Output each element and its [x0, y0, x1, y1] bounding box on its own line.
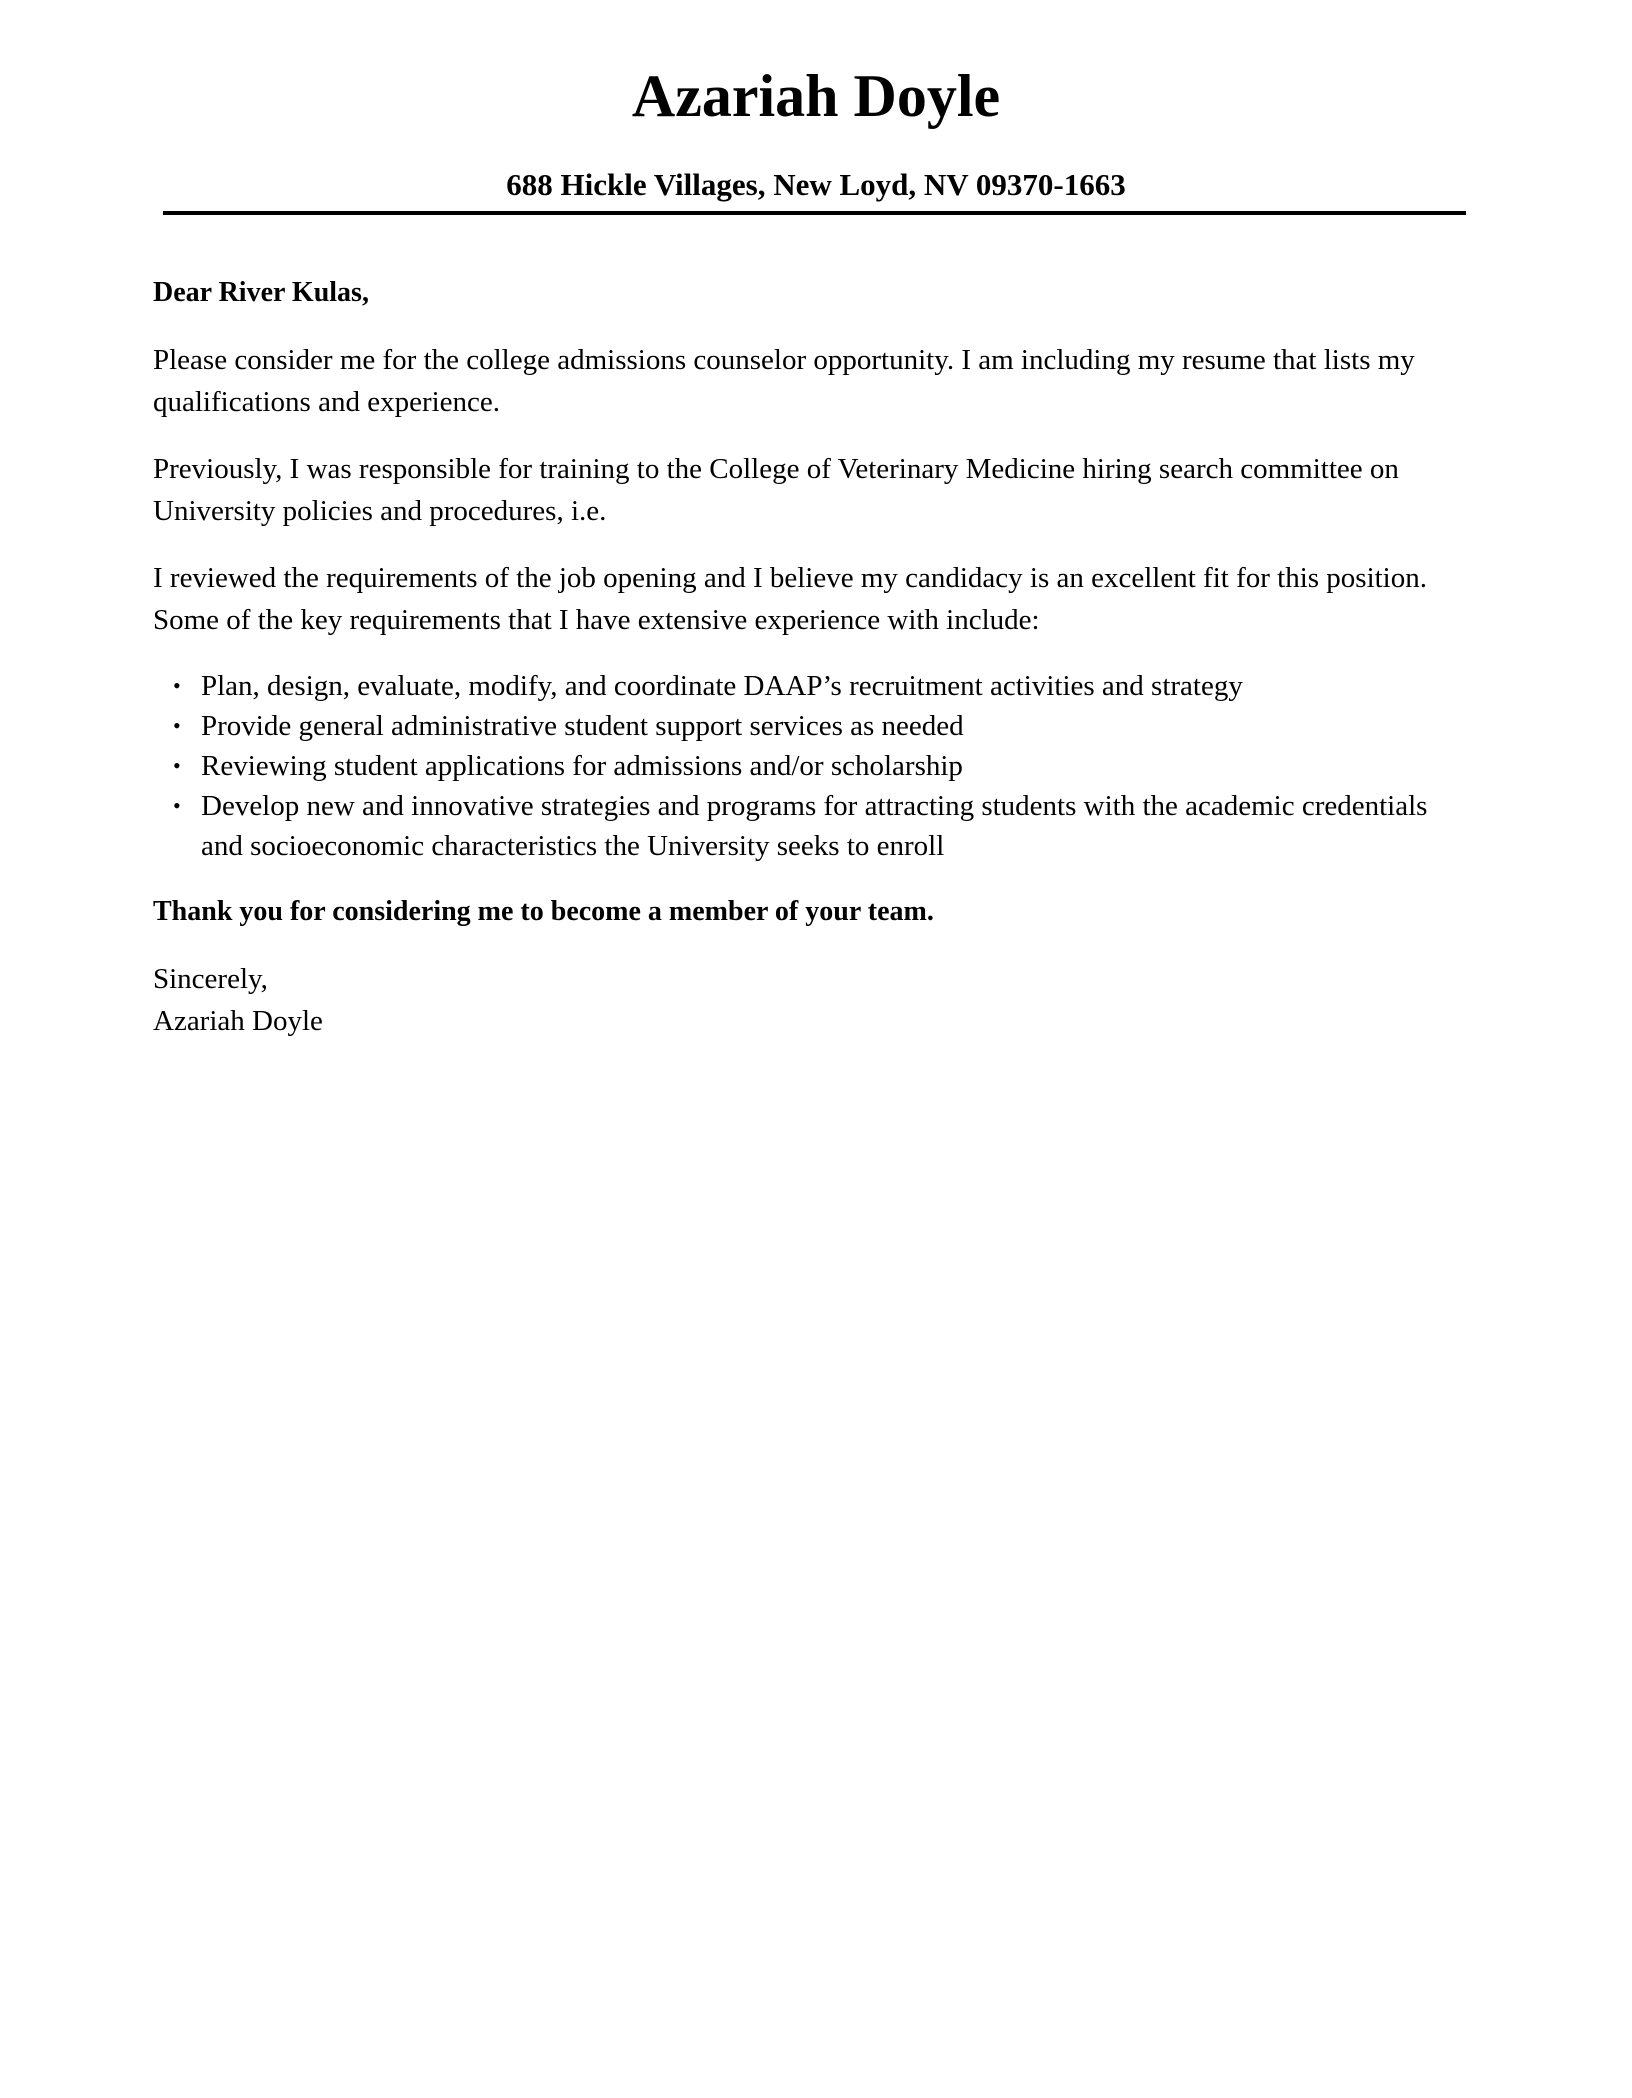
thank-you-line: Thank you for considering me to become a member of your team. — [153, 896, 934, 927]
bullet-icon: • — [173, 793, 181, 818]
list-item-text: Reviewing student applications for admissions and/or scholarship — [201, 750, 963, 782]
list-item-text: Plan, design, evaluate, modify, and coordinate DAAP’s recruitment activities and strategy — [201, 670, 1243, 702]
list-item — [173, 706, 1473, 746]
applicant-name: Azariah Doyle — [631, 63, 1001, 129]
paragraph-requirements: I reviewed the requirements of the job opening and I believe my candidacy is an excellent fit for this position. Some of the key requirements that I have extensive experience with include: — [153, 562, 1427, 636]
paragraph-experience: Previously, I was responsible for training to the College of Veterinary Medicine hiring search committee on University policies and procedures, i.e. — [153, 453, 1399, 527]
signature: Azariah Doyle — [153, 1005, 323, 1037]
list-item-text: Provide general administrative student support services as needed — [201, 710, 964, 742]
header-divider — [163, 211, 1466, 215]
list-item — [173, 746, 1473, 786]
list-item — [173, 786, 1473, 866]
bullet-icon: • — [173, 753, 181, 778]
requirements-list — [153, 666, 1473, 866]
bullet-icon: • — [173, 673, 181, 698]
list-item-text: Develop new and innovative strategies and programs for attracting students with the academic credentials and socioeconomic characteristics the University seeks to enroll — [201, 790, 1428, 862]
salutation: Dear River Kulas, — [153, 277, 369, 308]
bullet-icon: • — [173, 713, 181, 738]
list-item — [173, 666, 1473, 706]
applicant-address: 688 Hickle Villages, New Loyd, NV 09370-1663 — [506, 167, 1126, 202]
paragraph-intro: Please consider me for the college admissions counselor opportunity. I am including my resume that lists my qualifications and experience. — [153, 344, 1415, 418]
closing: Sincerely, — [153, 963, 268, 995]
letter-body — [153, 272, 1473, 1042]
